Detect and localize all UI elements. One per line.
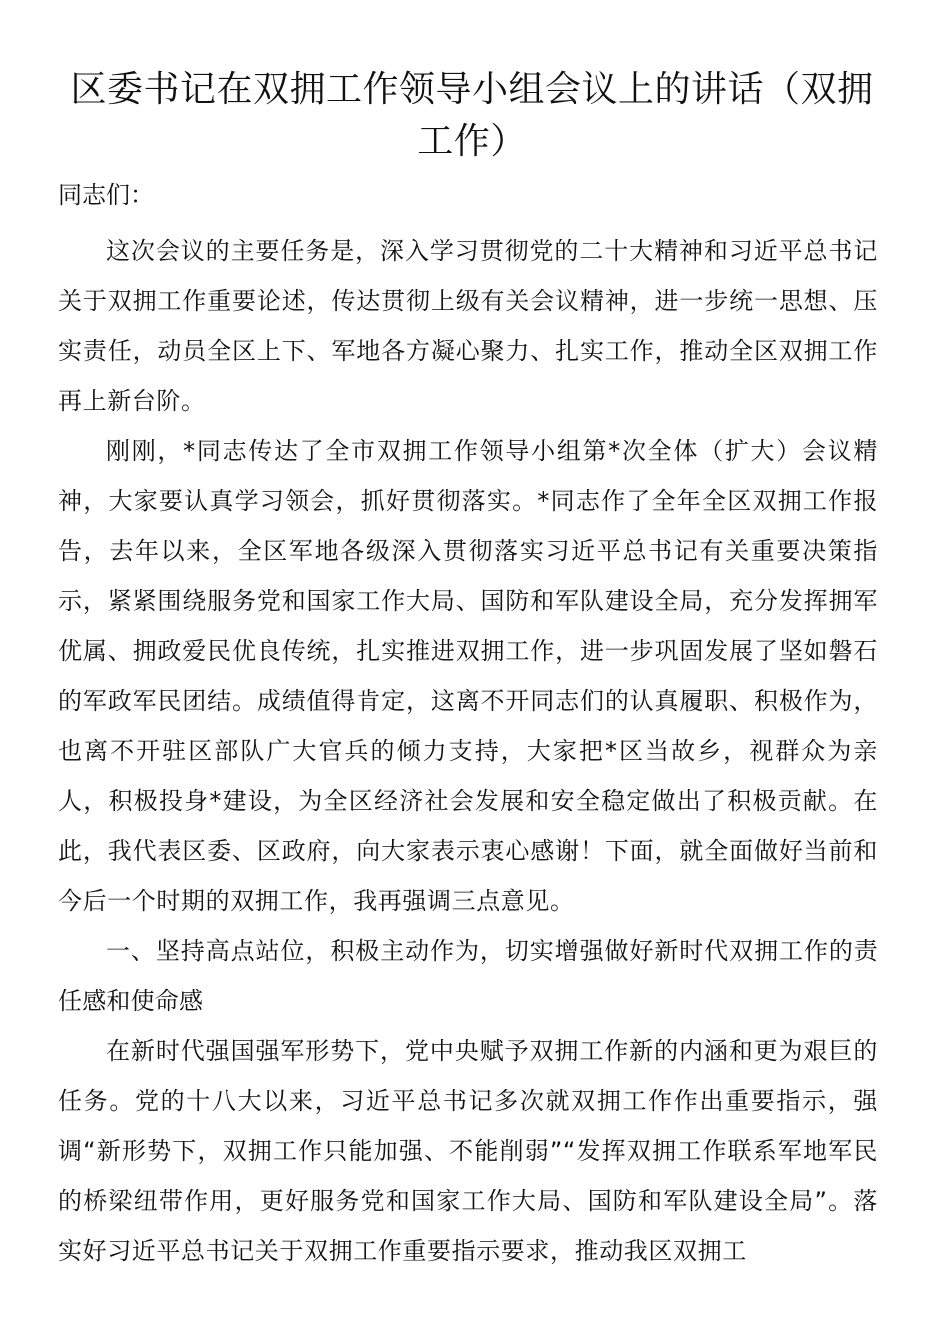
paragraph-review: 刚刚，*同志传达了全市双拥工作领导小组第*次全体（扩大）会议精神，大家要认真学习领会，抓好贯彻落实。*同志作了全年全区双拥工作报告，去年以来，全区军地各级深入贯彻落实习近平总书记有关重要决策指示，紧紧围绕服务党和国家工作大局、国防和军队建设全局，充分发挥拥军优属、拥政爱民优良传统，扎实推进双拥工作，进一步巩固发展了坚如磐石的军政军民团结。成绩值得肯定，这离不开同志们的认真履职、积极作为，也离不开驻区部队广大官兵的倾力支持，大家把*区当故乡，视群众为亲人，积极投身*建设，为全区经济社会发展和安全稳定做出了积极贡献。在此，我代表区委、区政府，向大家表示衷心感谢！下面，就全面做好当前和今后一个时期的双拥工作，我再强调三点意见。 <box>58 437 878 915</box>
paragraph-intro: 这次会议的主要任务是，深入学习贯彻党的二十大精神和习近平总书记关于双拥工作重要论述，传达贯彻上级有关会议精神，进一步统一思想、压实责任，动员全区上下、军地各方凝心聚力、扎实工作，推动全区双拥工作再上新台阶。 <box>58 237 878 415</box>
salutation: 同志们： <box>58 181 154 209</box>
document-title: 区委书记在双拥工作领导小组会议上的讲话（双拥工作） <box>70 69 874 162</box>
section-paragraph: 在新时代强国强军形势下，党中央赋予双拥工作新的内涵和更为艰巨的任务。党的十八大以来，习近平总书记多次就双拥工作作出重要指示，强调“新形势下，双拥工作只能加强、不能削弱”“发挥双拥工作联系军地军民的桥梁纽带作用，更好服务党和国家工作大局、国防和军队建设全局”。落实好习近平总书记关于双拥工作重要指示要求，推动我区双拥工 <box>58 1037 878 1265</box>
section-heading: 一、坚持高点站位，积极主动作为，切实增强做好新时代双拥工作的责任感和使命感 <box>58 937 878 1015</box>
